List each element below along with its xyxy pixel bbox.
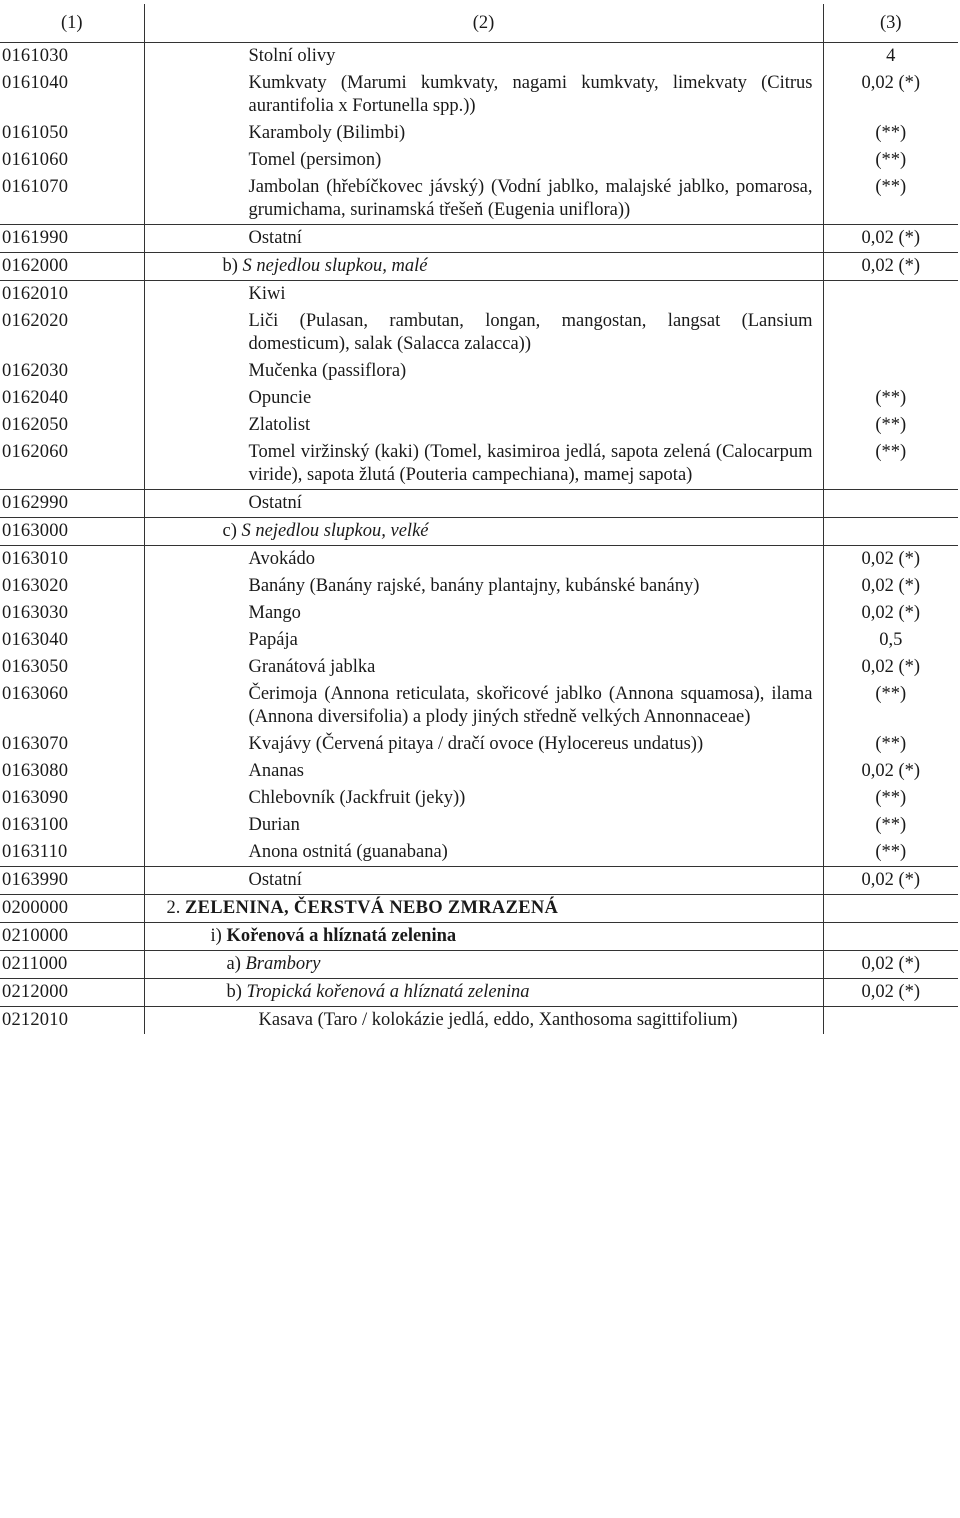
product-group (144, 518, 823, 546)
table-row (0, 573, 958, 600)
product-code: 0163010 (0, 546, 144, 574)
product-name: Chlebovník (Jackfruit (jeky)) (144, 785, 823, 812)
residue-limit (823, 518, 958, 546)
table-row (0, 120, 958, 147)
product-group-name: S nejedlou slupkou, malé (242, 256, 428, 276)
product-name: Kasava (Taro / kolokázie jedlá, eddo, Xanthosoma sagittifolium) (144, 1007, 823, 1035)
product-name: Jambolan (hřebíčkovec jávský) (Vodní jablko, malajské jablko, pomarosa, grumichama, surinamská třešeň (Eugenia uniflora)) (144, 174, 823, 225)
column-header: (2) (144, 4, 823, 43)
product-subcategory-name: Kořenová a hlíznatá zelenina (226, 926, 457, 946)
residue-limit: (**) (823, 147, 958, 174)
product-code: 0163090 (2, 788, 69, 808)
residue-limit: 4 (823, 43, 958, 71)
residue-limit: 0,02 (*) (823, 951, 958, 979)
product-code: 0163030 (2, 603, 69, 623)
residue-limit: (**) (823, 120, 958, 147)
product-code: 0163070 (2, 734, 69, 754)
product-name: Kiwi (144, 281, 823, 309)
product-name: Durian (144, 812, 823, 839)
product-name: Papája (144, 627, 823, 654)
product-name: Tomel (persimon) (144, 147, 823, 174)
product-name: Liči (Pulasan, rambutan, longan, mangostan, langsat (Lansium domesticum), salak (Salacca zalacca)) (144, 308, 823, 358)
table-row (0, 867, 958, 895)
table-row (0, 490, 958, 518)
table-row (0, 979, 958, 1007)
table-row (0, 600, 958, 627)
product-category-name: ZELENINA, ČERSTVÁ NEBO ZMRAZENÁ (185, 898, 559, 918)
product-code: 0200000 (0, 895, 144, 923)
product-code: 0162000 (0, 253, 144, 281)
residue-limit (823, 358, 958, 385)
table-row (0, 308, 958, 358)
product-name: Tomel viržinský (kaki) (Tomel, kasimiroa jedlá, sapota zelená (Calocarpum viride), sapota žlutá (Pouteria campechiana), mamej sapota) (144, 439, 823, 490)
table-row (0, 839, 958, 867)
residue-limit: (**) (823, 174, 958, 225)
product-code: 0161030 (2, 46, 69, 66)
table-row (0, 518, 958, 546)
product-group-name: Brambory (245, 954, 321, 974)
table-row (0, 253, 958, 281)
residue-limit: 0,02 (*) (823, 253, 958, 281)
product-code: 0163000 (0, 518, 144, 546)
table-row (0, 654, 958, 681)
product-name: Ostatní (144, 867, 823, 895)
product-category (144, 895, 823, 923)
table-row (0, 546, 958, 574)
column-header: (3) (823, 4, 958, 43)
product-code: 0162010 (0, 281, 144, 309)
product-code: 0211000 (0, 951, 144, 979)
table-row (0, 681, 958, 731)
residue-limit (823, 895, 958, 923)
product-group (144, 951, 823, 979)
product-name: Banány (Banány rajské, banány plantajny, kubánské banány) (144, 573, 823, 600)
product-code: 0162030 (2, 361, 69, 381)
table-row (0, 812, 958, 839)
product-code: 0163100 (2, 815, 69, 835)
table-row (0, 43, 958, 71)
table-row (0, 147, 958, 174)
table-row (0, 385, 958, 412)
product-code: 0161060 (2, 150, 69, 170)
residue-limit (823, 308, 958, 358)
residue-limit: (**) (823, 785, 958, 812)
table-row (0, 281, 958, 309)
product-code: 0162060 (2, 442, 69, 462)
product-code: 0212000 (0, 979, 144, 1007)
product-code: 0161990 (0, 225, 144, 253)
product-group (144, 979, 823, 1007)
product-code: 0161050 (2, 123, 69, 143)
product-name: Karamboly (Bilimbi) (144, 120, 823, 147)
product-code: 0163050 (2, 657, 69, 677)
table-row (0, 923, 958, 951)
product-name: Ostatní (144, 225, 823, 253)
item-label: a) (226, 954, 241, 974)
product-name: Ananas (144, 758, 823, 785)
residue-limit: 0,02 (*) (823, 758, 958, 785)
product-subcategory (144, 923, 823, 951)
table-row (0, 951, 958, 979)
product-code: 0163060 (2, 684, 69, 704)
product-name: Kvajávy (Červená pitaya / dračí ovoce (Hylocereus undatus)) (144, 731, 823, 758)
residue-limit: 0,02 (*) (823, 600, 958, 627)
item-label: b) (222, 256, 238, 276)
table-row (0, 627, 958, 654)
item-label: 2. (166, 898, 181, 918)
product-code: 0210000 (0, 923, 144, 951)
product-group-name: S nejedlou slupkou, velké (241, 521, 429, 541)
residue-limit: 0,5 (823, 627, 958, 654)
residue-limit: 0,02 (*) (823, 573, 958, 600)
residue-limit: (**) (823, 681, 958, 731)
table-row (0, 225, 958, 253)
product-group (144, 253, 823, 281)
table-row (0, 758, 958, 785)
product-name: Mučenka (passiflora) (144, 358, 823, 385)
column-header: (1) (0, 4, 144, 43)
product-code: 0212010 (0, 1007, 144, 1035)
product-name: Anona ostnitá (guanabana) (144, 839, 823, 867)
residue-limit: (**) (823, 385, 958, 412)
residue-limit: 0,02 (*) (823, 70, 958, 120)
product-code: 0163040 (2, 630, 69, 650)
residue-limit: 0,02 (*) (823, 654, 958, 681)
residue-limit (823, 490, 958, 518)
item-label: b) (226, 982, 242, 1002)
table-row (0, 358, 958, 385)
table-row (0, 439, 958, 490)
product-code: 0162020 (2, 311, 69, 331)
residue-limit: (**) (823, 839, 958, 867)
table-row (0, 1007, 958, 1035)
table-row (0, 412, 958, 439)
product-name: Granátová jablka (144, 654, 823, 681)
table-header (0, 4, 958, 43)
product-code: 0161070 (2, 177, 69, 197)
product-name: Čerimoja (Annona reticulata, skořicové jablko (Annona squamosa), ilama (Annona diversifolia) a plody jiných středně velkých Annonnaceae) (144, 681, 823, 731)
residue-limit: 0,02 (*) (823, 867, 958, 895)
table-row (0, 895, 958, 923)
residue-limit: (**) (823, 439, 958, 490)
residue-limit: 0,02 (*) (823, 546, 958, 574)
table-row (0, 70, 958, 120)
product-name: Zlatolist (144, 412, 823, 439)
residue-limit: (**) (823, 412, 958, 439)
residue-limit (823, 281, 958, 309)
product-code: 0163110 (2, 842, 68, 862)
item-label: c) (222, 521, 237, 541)
product-name: Opuncie (144, 385, 823, 412)
product-group-name: Tropická kořenová a hlíznatá zelenina (246, 982, 530, 1002)
product-name: Ostatní (144, 490, 823, 518)
product-name: Mango (144, 600, 823, 627)
product-code: 0163080 (2, 761, 69, 781)
residue-limit (823, 1007, 958, 1035)
residue-limit: (**) (823, 731, 958, 758)
table-row (0, 174, 958, 225)
product-code: 0162040 (2, 388, 69, 408)
table-row (0, 785, 958, 812)
product-code: 0163990 (0, 867, 144, 895)
table-row (0, 731, 958, 758)
residue-limit (823, 923, 958, 951)
product-code: 0162050 (2, 415, 69, 435)
item-label: i) (210, 926, 222, 946)
residue-limit: 0,02 (*) (823, 225, 958, 253)
product-code: 0161040 (2, 73, 69, 93)
product-name: Avokádo (144, 546, 823, 574)
table-body (0, 43, 958, 1035)
residue-limit: (**) (823, 812, 958, 839)
product-code: 0162990 (0, 490, 144, 518)
product-code: 0163020 (2, 576, 69, 596)
product-name: Stolní olivy (144, 43, 823, 71)
product-name: Kumkvaty (Marumi kumkvaty, nagami kumkvaty, limekvaty (Citrus aurantifolia x Fortunella spp.)) (144, 70, 823, 120)
residue-limits-table (0, 4, 958, 1034)
residue-limit: 0,02 (*) (823, 979, 958, 1007)
